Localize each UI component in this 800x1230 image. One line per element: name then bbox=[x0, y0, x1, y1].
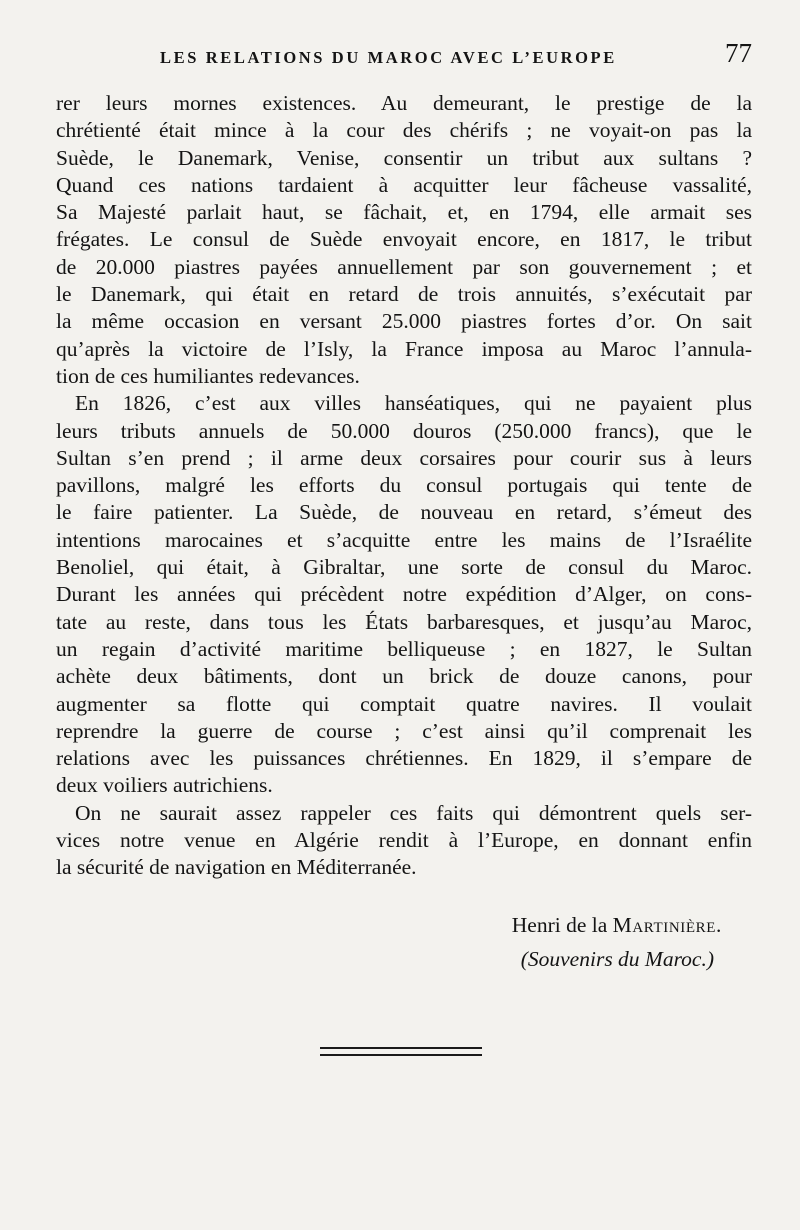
running-header bbox=[56, 38, 752, 72]
page-number: 77 bbox=[725, 38, 752, 68]
author-surname: Martinière. bbox=[612, 913, 722, 937]
text-line: Sultan s’en prend ; il arme deux corsaires pour courir sus à leurs bbox=[56, 445, 752, 470]
author-prefix: Henri de la bbox=[511, 913, 613, 937]
rule-line bbox=[320, 1054, 482, 1056]
author-name bbox=[512, 912, 722, 939]
text-line: tate au reste, dans tous les États barbaresques, et jusqu’au Maroc, bbox=[56, 609, 752, 634]
text-line: Sa Majesté parlait haut, se fâchait, et, en 1794, elle armait ses bbox=[56, 200, 752, 225]
paragraph bbox=[56, 90, 752, 390]
text-line: tion de ces humiliantes redevances. bbox=[56, 363, 360, 388]
text-line: la même occasion en versant 25.000 piastres fortes d’or. On sait bbox=[56, 309, 752, 334]
text-line: chrétienté était mince à la cour des chérifs ; ne voyait-on pas la bbox=[56, 118, 752, 143]
text-line: intentions marocaines et s’acquitte entre les mains de l’Israélite bbox=[56, 527, 752, 552]
text-line: reprendre la guerre de course ; c’est ainsi qu’il comprenait les bbox=[56, 718, 752, 743]
text-line: le Danemark, qui était en retard de trois annuités, s’exécutait par bbox=[56, 282, 752, 307]
running-title: LES RELATIONS DU MAROC AVEC L’EUROPE bbox=[160, 48, 617, 67]
text-line: leurs tributs annuels de 50.000 douros (250.000 francs), que le bbox=[56, 418, 752, 443]
text-line: Durant les années qui précèdent notre expédition d’Alger, on cons- bbox=[56, 582, 752, 607]
text-line: En 1826, c’est aux villes hanséatiques, qui ne payaient plus bbox=[75, 391, 752, 416]
text-line: achète deux bâtiments, dont un brick de douze canons, pour bbox=[56, 664, 752, 689]
text-line: Suède, le Danemark, Venise, consentir un tribut aux sultans ? bbox=[56, 145, 752, 170]
text-line: rer leurs mornes existences. Au demeurant, le prestige de la bbox=[56, 91, 752, 115]
text-line: le faire patienter. La Suède, de nouveau en retard, s’émeut des bbox=[56, 500, 752, 525]
source-citation: (Souvenirs du Maroc.) bbox=[520, 947, 714, 971]
text-line: relations avec les puissances chrétiennes. En 1829, il s’empare de bbox=[56, 746, 752, 771]
paragraph bbox=[56, 390, 752, 799]
text-line: frégates. Le consul de Suède envoyait encore, en 1817, le tribut bbox=[56, 227, 752, 252]
paragraph bbox=[56, 800, 752, 882]
end-of-article-rule bbox=[320, 1047, 482, 1057]
text-line: augmenter sa flotte qui comptait quatre navires. Il voulait bbox=[56, 691, 752, 716]
text-line: deux voiliers autrichiens. bbox=[56, 773, 273, 798]
text-line: de 20.000 piastres payées annuellement par son gouvernement ; et bbox=[56, 254, 752, 279]
rule-line bbox=[320, 1047, 482, 1049]
text-line: un regain d’activité maritime belliqueuse ; en 1827, le Sultan bbox=[56, 636, 752, 661]
text-line: On ne saurait assez rappeler ces faits qui démontrent quels ser- bbox=[75, 800, 752, 825]
text-line: vices notre venue en Algérie rendit à l’Europe, en donnant enfin bbox=[56, 828, 752, 853]
text-line: la sécurité de navigation en Méditerranée. bbox=[56, 855, 417, 880]
text-line: pavillons, malgré les efforts du consul portugais qui tente de bbox=[56, 473, 752, 498]
body-text bbox=[56, 90, 752, 882]
text-line: qu’après la victoire de l’Isly, la France imposa au Maroc l’annula- bbox=[56, 336, 752, 361]
text-line: Quand ces nations tardaient à acquitter leur fâcheuse vassalité, bbox=[56, 172, 752, 197]
text-line: Benoliel, qui était, à Gibraltar, une sorte de consul du Maroc. bbox=[56, 555, 752, 580]
